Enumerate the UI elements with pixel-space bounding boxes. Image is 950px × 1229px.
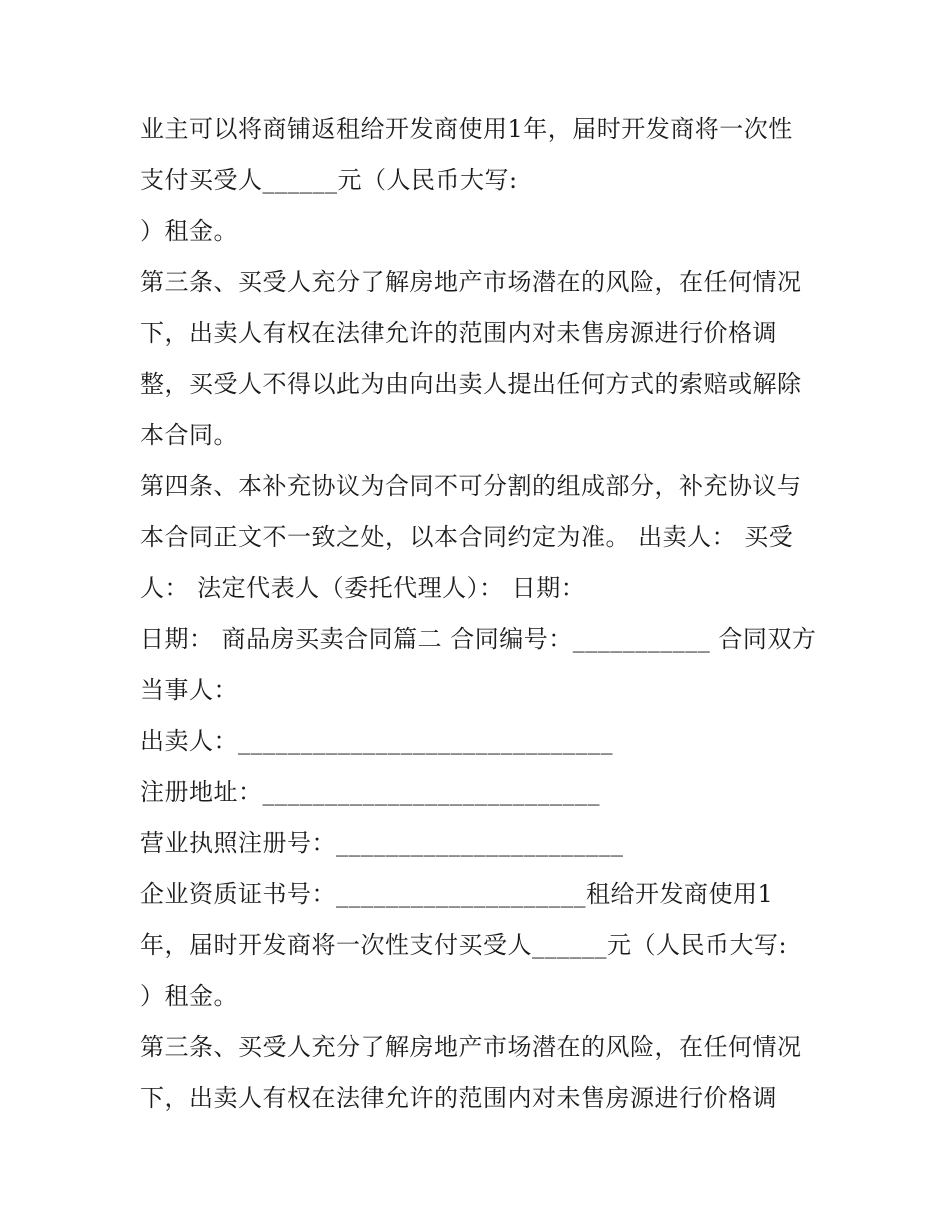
document-body	[140, 104, 820, 1124]
text-line: 支付买受人______元（人民币大写:	[140, 166, 518, 194]
text-line: 第四条、本补充协议为合同不可分割的组成部分，补充协议与	[140, 472, 802, 500]
text-line: 年，届时开发商将一次性支付买受人______元（人民币大写:	[140, 931, 788, 959]
text-line: 下，出卖人有权在法律允许的范围内对未售房源进行价格调	[140, 319, 777, 347]
text-line: ）租金。	[140, 217, 238, 245]
text-line: 日期： 商品房买卖合同篇二 合同编号：___________ 合同双方	[140, 625, 817, 653]
text-line: 下，出卖人有权在法律允许的范围内对未售房源进行价格调	[140, 1084, 777, 1112]
text-line: 整，买受人不得以此为由向出卖人提出任何方式的索赔或解除	[140, 370, 802, 398]
text-line: 营业执照注册号：_______________________	[140, 829, 624, 857]
text-line: 业主可以将商铺返租给开发商使用1年，届时开发商将一次性	[140, 115, 793, 143]
text-line: 第三条、买受人充分了解房地产市场潜在的风险，在任何情况	[140, 268, 802, 296]
text-line: 当事人：	[140, 676, 238, 704]
text-line: 注册地址：___________________________	[140, 778, 600, 806]
text-line: 本合同正文不一致之处，以本合同约定为准。 出卖人： 买受	[140, 523, 794, 551]
text-line: 企业资质证书号：____________________租给开发商使用1	[140, 880, 774, 908]
text-line: 本合同。	[140, 421, 238, 449]
text-line: 第三条、买受人充分了解房地产市场潜在的风险，在任何情况	[140, 1033, 802, 1061]
text-line: 人： 法定代表人（委托代理人）： 日期：	[140, 574, 586, 602]
text-line: ）租金。	[140, 982, 238, 1010]
text-line: 出卖人：______________________________	[140, 727, 613, 755]
